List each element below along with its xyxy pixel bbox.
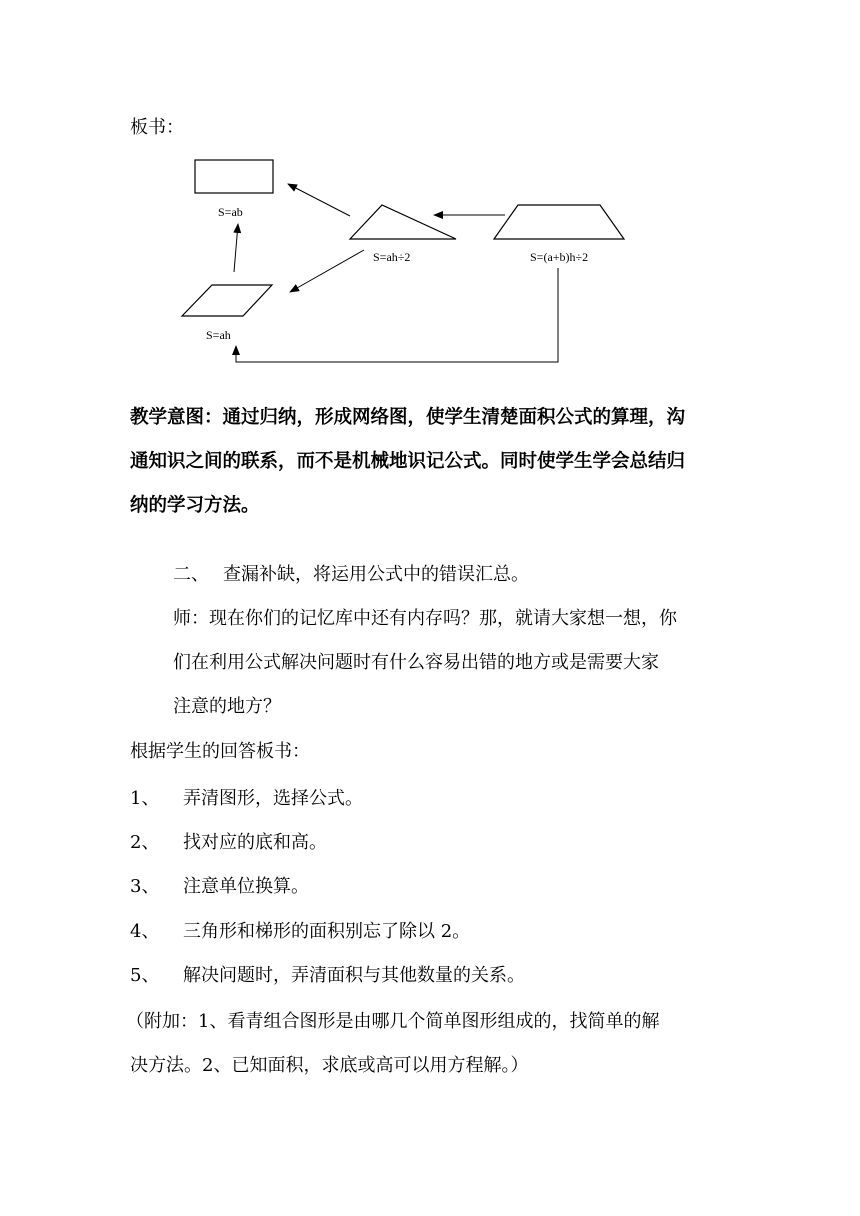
- triangle-shape: [350, 205, 456, 239]
- list-item-text: 三角形和梯形的面积别忘了除以 2。: [183, 921, 471, 942]
- teacher-line-2: 们在利用公式解决问题时有什么容易出错的地方或是需要大家: [173, 652, 659, 673]
- arrow-trapezoid-to-parallelogram: [236, 268, 558, 362]
- list-item-text: 注意单位换算。: [183, 876, 309, 897]
- section-title: 查漏补缺，将运用公式中的错误汇总。: [223, 564, 529, 585]
- rectangle-shape: [195, 160, 273, 193]
- rectangle-formula: S=ab: [218, 205, 243, 219]
- formula-network-diagram: [0, 0, 860, 380]
- answers-intro: 根据学生的回答板书：: [130, 741, 310, 762]
- parallelogram-formula: S=ah: [206, 328, 231, 342]
- teacher-line-3: 注意的地方？: [173, 696, 281, 717]
- list-item-number: 4、: [130, 921, 160, 942]
- list-item-number: 3、: [130, 876, 160, 897]
- section-number: 二、: [173, 564, 209, 585]
- arrow-triangle-to-parallelogram: [290, 250, 364, 292]
- arrow-triangle-to-rectangle: [288, 184, 350, 216]
- teacher-line-1: 师：现在你们的记忆库中还有内存吗？那，就请大家想一想，你: [173, 608, 677, 629]
- list-item-number: 5、: [130, 965, 160, 986]
- trapezoid-formula: S=(a+b)h÷2: [530, 250, 589, 264]
- list-item-number: 2、: [130, 832, 160, 853]
- intent-line-3: 纳的学习方法。: [130, 495, 260, 516]
- list-item-text: 解决问题时，弄清面积与其他数量的关系。: [183, 965, 525, 986]
- list-item-number: 1、: [130, 788, 160, 809]
- intent-line-1: 教学意图：通过归纳，形成网络图，使学生清楚面积公式的算理，沟: [130, 407, 686, 428]
- intent-line-2: 通知识之间的联系，而不是机械地识记公式。同时使学生学会总结归: [130, 451, 686, 472]
- parallelogram-shape: [182, 285, 272, 316]
- triangle-formula: S=ah÷2: [373, 250, 411, 264]
- board-heading: 板书：: [130, 117, 184, 138]
- appendix-line-1: （附加：1、看青组合图形是由哪几个简单图形组成的，找简单的解: [126, 1011, 660, 1032]
- list-item-text: 弄清图形，选择公式。: [183, 788, 363, 809]
- appendix-line-2: 决方法。2、已知面积，求底或高可以用方程解。）: [130, 1055, 529, 1076]
- arrow-parallelogram-to-rectangle: [234, 224, 238, 272]
- list-item-text: 找对应的底和高。: [183, 832, 327, 853]
- trapezoid-shape: [494, 205, 624, 239]
